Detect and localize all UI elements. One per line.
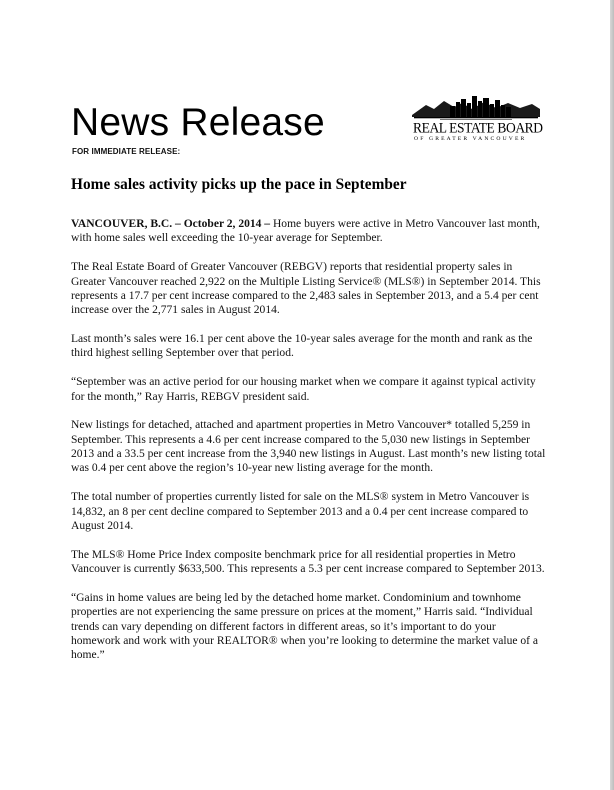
article-body: [71, 217, 547, 677]
page-edge: [610, 0, 614, 790]
dateline: VANCOUVER, B.C. – October 2, 2014 –: [71, 218, 271, 230]
headline: Home sales activity picks up the pace in September: [71, 176, 407, 193]
paragraph: The MLS® Home Price Index composite benchmark price for all residential properties in Metro Vancouver is currently $633,500. This represents a 5.3 per cent increase compared to September 2013.: [71, 548, 545, 576]
paragraph: [71, 217, 547, 246]
page-title: News Release: [71, 101, 325, 144]
paragraph: “September was an active period for our housing market when we compare it against typical activity for the month,” Ray Harris, REBGV president said.: [71, 376, 536, 403]
logo-name: REAL ESTATE BOARD: [413, 119, 543, 136]
paragraph: The Real Estate Board of Greater Vancouver (REBGV) reports that residential property sales in Greater Vancouver reached 2,922 on the Multiple Listing Service® (MLS®) in September 2014. This represents a 17.7 per cent increase compared to the 2,483 sales in September 2013, and a 5.4 per cent increase over the 2,771 sales in August 2014.: [71, 261, 541, 317]
city-skyline-icon: [410, 93, 540, 121]
logo-subtitle: OF GREATER VANCOUVER: [414, 136, 527, 142]
paragraph: New listings for detached, attached and apartment properties in Metro Vancouver* totalled 5,259 in September. This represents a 4.6 per cent increase compared to the 5,030 new listings in September 2013 and a 33.5 per cent increase from the 3,940 new listings in August. Last month’s new listing total was 0.4 per cent above the region’s 10-year new listing average for the month.: [71, 419, 546, 475]
paragraph: “Gains in home values are being led by the detached home market. Condominium and townhome properties are not experiencing the same pressure on prices at the moment,” Harris said. “Individual trends can vary depending on different factors in different areas, so it’s important to do your homework and work with your REALTOR® when you’re looking to determine the market value of a home.”: [71, 592, 539, 662]
rebgv-logo: [410, 93, 543, 145]
paragraph-text: Home buyers were active in Metro Vancouver last month, with home sales well exceeding the 10-year average for September.: [71, 218, 540, 245]
paragraph: Last month’s sales were 16.1 per cent above the 10-year sales average for the month and rank as the third highest selling September over that period.: [71, 333, 533, 360]
release-notice: FOR IMMEDIATE RELEASE:: [72, 147, 181, 156]
paragraph: The total number of properties currently listed for sale on the MLS® system in Metro Vancouver is 14,832, an 8 per cent decline compared to September 2013 and a 0.4 per cent increase compared to August 2014.: [71, 491, 530, 532]
